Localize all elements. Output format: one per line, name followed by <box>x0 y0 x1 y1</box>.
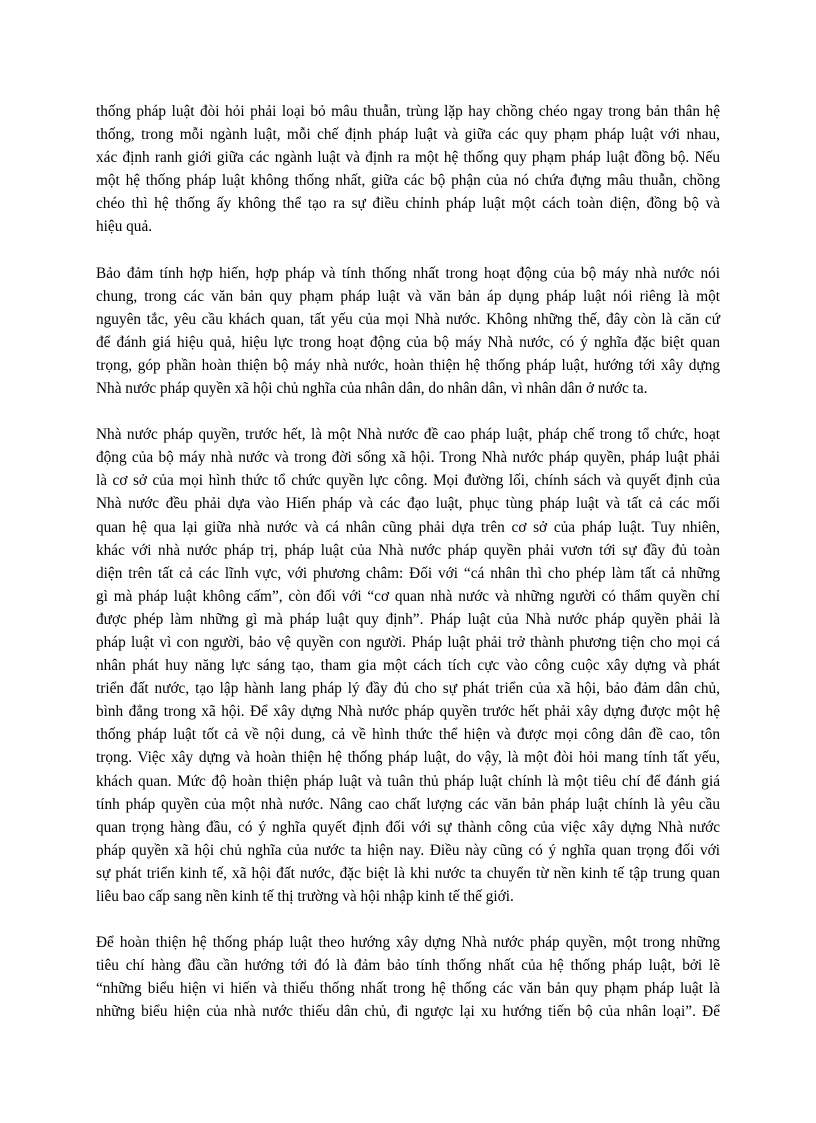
text-line: chéo thì hệ thống ấy không thể tạo ra sự điều chỉnh pháp luật một cách toàn diện, đồng bộ và <box>96 195 720 213</box>
text-line: khách quan. Mức độ hoàn thiện pháp luật và tuân thủ pháp luật chính là một tiêu chí để đánh giá <box>96 772 720 790</box>
text-line: chung, trong các văn bản quy phạm pháp luật và văn bản áp dụng pháp luật nói riêng là một <box>96 287 720 305</box>
text-line: quan trọng hàng đầu, có ý nghĩa quyết định đối với sự thành công của việc xây dựng Nhà nước <box>96 818 720 836</box>
text-line: tiêu chí hàng đầu cần hướng tới đó là đảm bảo tính thống nhất của hệ thống pháp luật, bởi lẽ <box>96 957 720 975</box>
document-page <box>96 100 720 1046</box>
text-line: thống pháp luật tốt cả về nội dung, cả về hình thức thể hiện và được mọi công dân đề cao, tôn <box>96 726 720 744</box>
text-line: được phép làm những gì mà pháp luật quy định”. Pháp luật của Nhà nước pháp quyền phải là <box>96 610 720 628</box>
text-line: trọng, góp phần hoàn thiện bộ máy nhà nước, hoàn thiện hệ thống pháp luật, hướng tới xây dựng <box>96 356 720 374</box>
text-line: khác với nhà nước pháp trị, pháp luật của Nhà nước pháp quyền phải vươn tới sự đầy đủ toàn <box>96 541 720 559</box>
text-line: một hệ thống pháp luật không thống nhất, giữa các bộ phận của nó chứa đựng mâu thuẫn, chồng <box>96 172 720 190</box>
text-line: Nhà nước pháp quyền, trước hết, là một Nhà nước đề cao pháp luật, pháp chế trong tổ chức, hoạt <box>96 426 720 444</box>
text-line: thống pháp luật đòi hỏi phải loại bỏ mâu thuẫn, trùng lặp hay chồng chéo ngay trong bản thân hệ <box>96 103 720 120</box>
text-line: nguyên tắc, yêu cầu khách quan, tất yếu của mọi Nhà nước. Không những thế, đây còn là căn cứ <box>96 310 720 328</box>
paragraph-4 <box>96 931 720 1023</box>
text-line: là cơ sở của mọi hình thức tổ chức quyền lực công. Mọi đường lối, chính sách và quyết định của <box>96 472 720 490</box>
text-line: bình đẳng trong xã hội. Để xây dựng Nhà nước pháp quyền trước hết phải xây dựng được một hệ <box>96 703 720 721</box>
text-line: quan hệ qua lại giữa nhà nước và cá nhân cũng phải dựa trên cơ sở của pháp luật. Tuy nhiên, <box>96 518 720 536</box>
text-line: pháp quyền xã hội chủ nghĩa của nước ta hiện nay. Điều này cũng có ý nghĩa quan trọng đối với <box>96 841 720 859</box>
text-line: Nhà nước pháp quyền xã hội chủ nghĩa của nhân dân, do nhân dân, vì nhân dân ở nước ta. <box>96 380 648 398</box>
text-line: thống, trong mỗi ngành luật, mỗi chế định pháp luật và giữa các quy phạm pháp luật với nhau, <box>96 126 720 144</box>
text-line: liêu bao cấp sang nền kinh tế thị trường và hội nhập kinh tế thế giới. <box>96 888 514 905</box>
paragraph-3 <box>96 423 720 908</box>
text-line: những biểu hiện của nhà nước thiếu dân chủ, đi ngược lại xu hướng tiến bộ của nhân loại”. Để <box>96 1003 720 1021</box>
text-line: sự phát triển kinh tế, xã hội đất nước, đặc biệt là khi nước ta chuyển từ nền kinh tế tập trung quan <box>96 864 720 882</box>
text-line: trọng. Việc xây dựng và hoàn thiện hệ thống pháp luật, do vậy, là một đòi hỏi mang tính tất yếu, <box>96 749 720 767</box>
paragraph-1 <box>96 100 720 239</box>
text-line: Nhà nước đều phải dựa vào Hiến pháp và các đạo luật, phục tùng pháp luật và tất cả các mối <box>96 495 720 513</box>
text-line: động của bộ máy nhà nước và trong đời sống xã hội. Trong Nhà nước pháp quyền, pháp luật phải <box>96 449 720 467</box>
text-line: gì mà pháp luật không cấm”, còn đối với “cơ quan nhà nước và những người có thẩm quyền chỉ <box>96 587 720 605</box>
text-line: Bảo đảm tính hợp hiến, hợp pháp và tính thống nhất trong hoạt động của bộ máy nhà nước nói <box>96 264 720 282</box>
text-line: để đánh giá hiệu quả, hiệu lực trong hoạt động của bộ máy Nhà nước, có ý nghĩa đặc biệt quan <box>96 333 720 351</box>
text-line: nhân phát huy năng lực sáng tạo, tham gia một cách tích cực vào công cuộc xây dựng và phát <box>96 657 720 675</box>
text-line: “những biểu hiện vi hiến và thiếu thống nhất trong hệ thống các văn bản quy phạm pháp luật là <box>96 980 720 998</box>
text-line: triển đất nước, tạo lập hành lang pháp lý đầy đủ cho sự phát triển của xã hội, bảo đảm dân chủ, <box>96 680 720 698</box>
text-line: pháp luật vì con người, bảo vệ quyền con người. Pháp luật phải trở thành phương tiện cho mọi cá <box>96 633 720 651</box>
text-line: xác định ranh giới giữa các ngành luật và định ra một hệ thống quy phạm pháp luật đồng bộ. Nếu <box>96 149 720 167</box>
paragraph-2 <box>96 262 720 401</box>
text-line: tính pháp quyền của một nhà nước. Nâng cao chất lượng các văn bản pháp luật chính là yêu cầu <box>96 795 720 813</box>
text-line: Để hoàn thiện hệ thống pháp luật theo hướng xây dựng Nhà nước pháp quyền, một trong những <box>96 934 720 952</box>
text-line: diện trên tất cả các lĩnh vực, với phương châm: Đối với “cá nhân thì cho phép làm tất cả những <box>96 564 720 582</box>
text-line: hiệu quả. <box>96 218 153 236</box>
